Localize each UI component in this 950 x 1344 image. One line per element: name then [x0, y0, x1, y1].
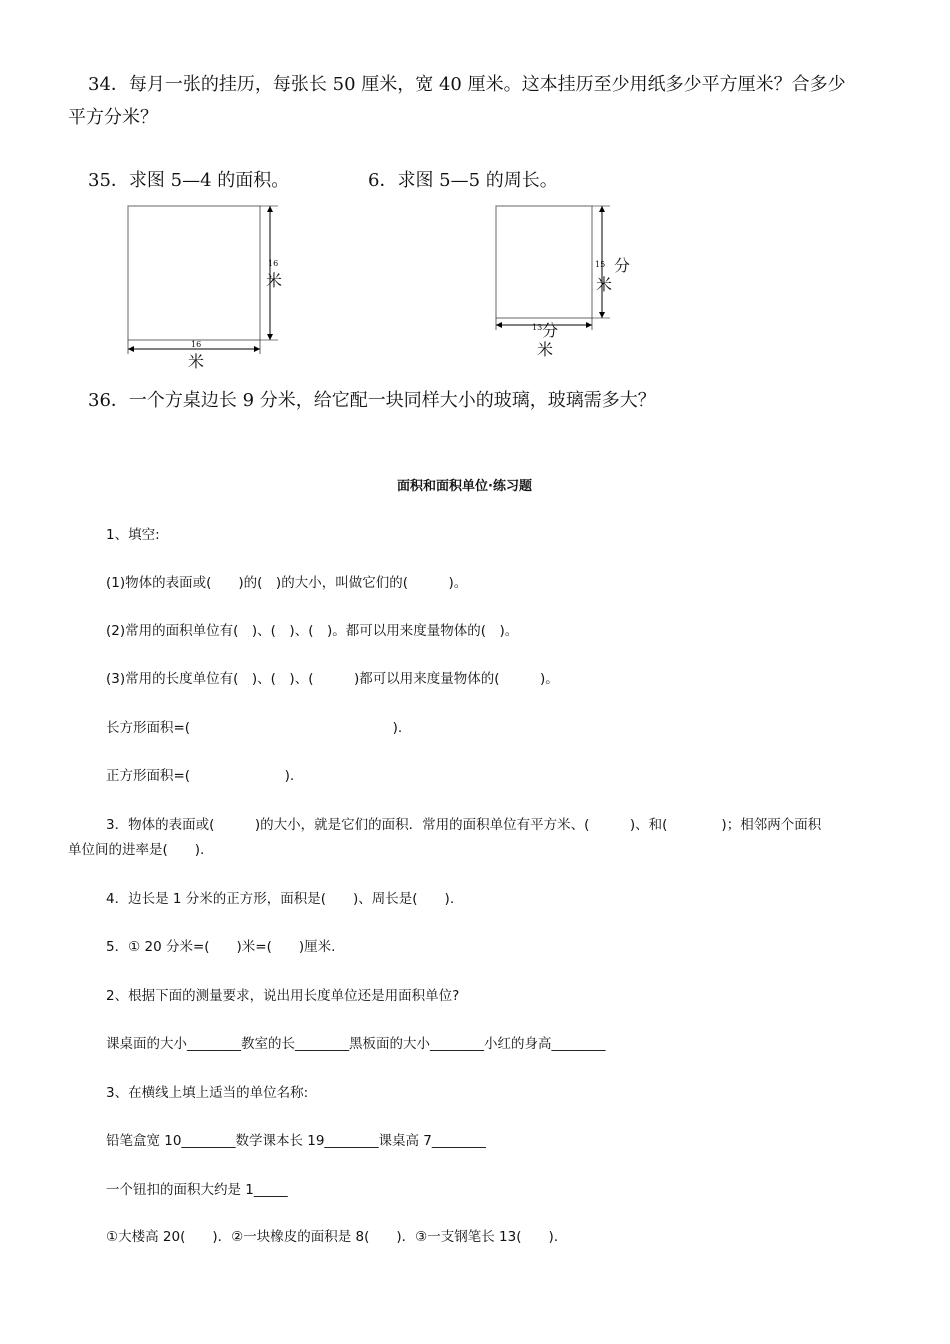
fig2-side-unit-2: 米	[596, 275, 613, 294]
worksheet-line: 3．物体的表面或( )的大小，就是它们的面积．常用的面积单位有平方米、( )、和( )；相邻两个面积	[106, 817, 822, 833]
fig1-bottom-number: 16	[191, 340, 202, 349]
worksheet-line: 1、填空:	[106, 527, 160, 543]
worksheet-line: 铅笔盒宽 10________数学课本长 19________课桌高 7________	[106, 1133, 486, 1149]
fig2-bottom-unit-1: 分	[542, 321, 559, 340]
worksheet-line: 一个钮扣的面积大约是 1_____	[106, 1182, 288, 1198]
worksheet-line: 2、根据下面的测量要求，说出用长度单位还是用面积单位?	[106, 988, 460, 1004]
question-34-line2: 平方分米？	[68, 107, 158, 128]
worksheet-line: 4．边长是 1 分米的正方形，面积是( )、周长是( ).	[106, 891, 455, 907]
question-35: 35．求图 5—4 的面积。	[88, 170, 290, 191]
worksheet-line: 单位间的进率是( ).	[68, 842, 205, 858]
question-34-line1: 34．每月一张的挂历，每张长 50 厘米，宽 40 厘米。这本挂历至少用纸多少平方厘米？合多少	[88, 74, 846, 95]
fig2-side-number: 15	[595, 260, 606, 269]
worksheet-line: 课桌面的大小________教室的长________黑板面的大小________小红的身高________	[106, 1036, 606, 1052]
worksheet-line: (2)常用的面积单位有( )、( )、( )。都可以用来度量物体的( )。	[106, 623, 519, 639]
worksheet-line: (1)物体的表面或( )的( )的大小，叫做它们的( )。	[106, 575, 468, 591]
worksheet-title: 面积和面积单位·练习题	[397, 479, 532, 494]
worksheet-line: 5．① 20 分米=( )米=( )厘米.	[106, 939, 336, 955]
fig1-bottom-unit: 米	[188, 352, 205, 371]
question-36: 36．一个方桌边长 9 分米，给它配一块同样大小的玻璃，玻璃需多大？	[88, 390, 656, 411]
fig1-side-number: 16	[268, 259, 279, 268]
worksheet-line: (3)常用的长度单位有( )、( )、( )都可以用来度量物体的( )。	[106, 671, 559, 687]
fig2-bottom-unit-2: 米	[537, 340, 554, 359]
fig1-side-unit: 米	[266, 271, 283, 290]
worksheet-line: 正方形面积=( ).	[106, 768, 295, 784]
worksheet-line: ①大楼高 20( )．②一块橡皮的面积是 8( )．③一支钢笔长 13( ).	[106, 1229, 559, 1245]
fig2-side-unit-1: 分	[614, 256, 631, 275]
worksheet-line: 3、在横线上填上适当的单位名称:	[106, 1085, 309, 1101]
fig2-bottom-number: 13	[532, 323, 543, 332]
worksheet-line: 长方形面积=( ).	[106, 720, 403, 736]
question-6: 6．求图 5—5 的周长。	[368, 170, 558, 191]
